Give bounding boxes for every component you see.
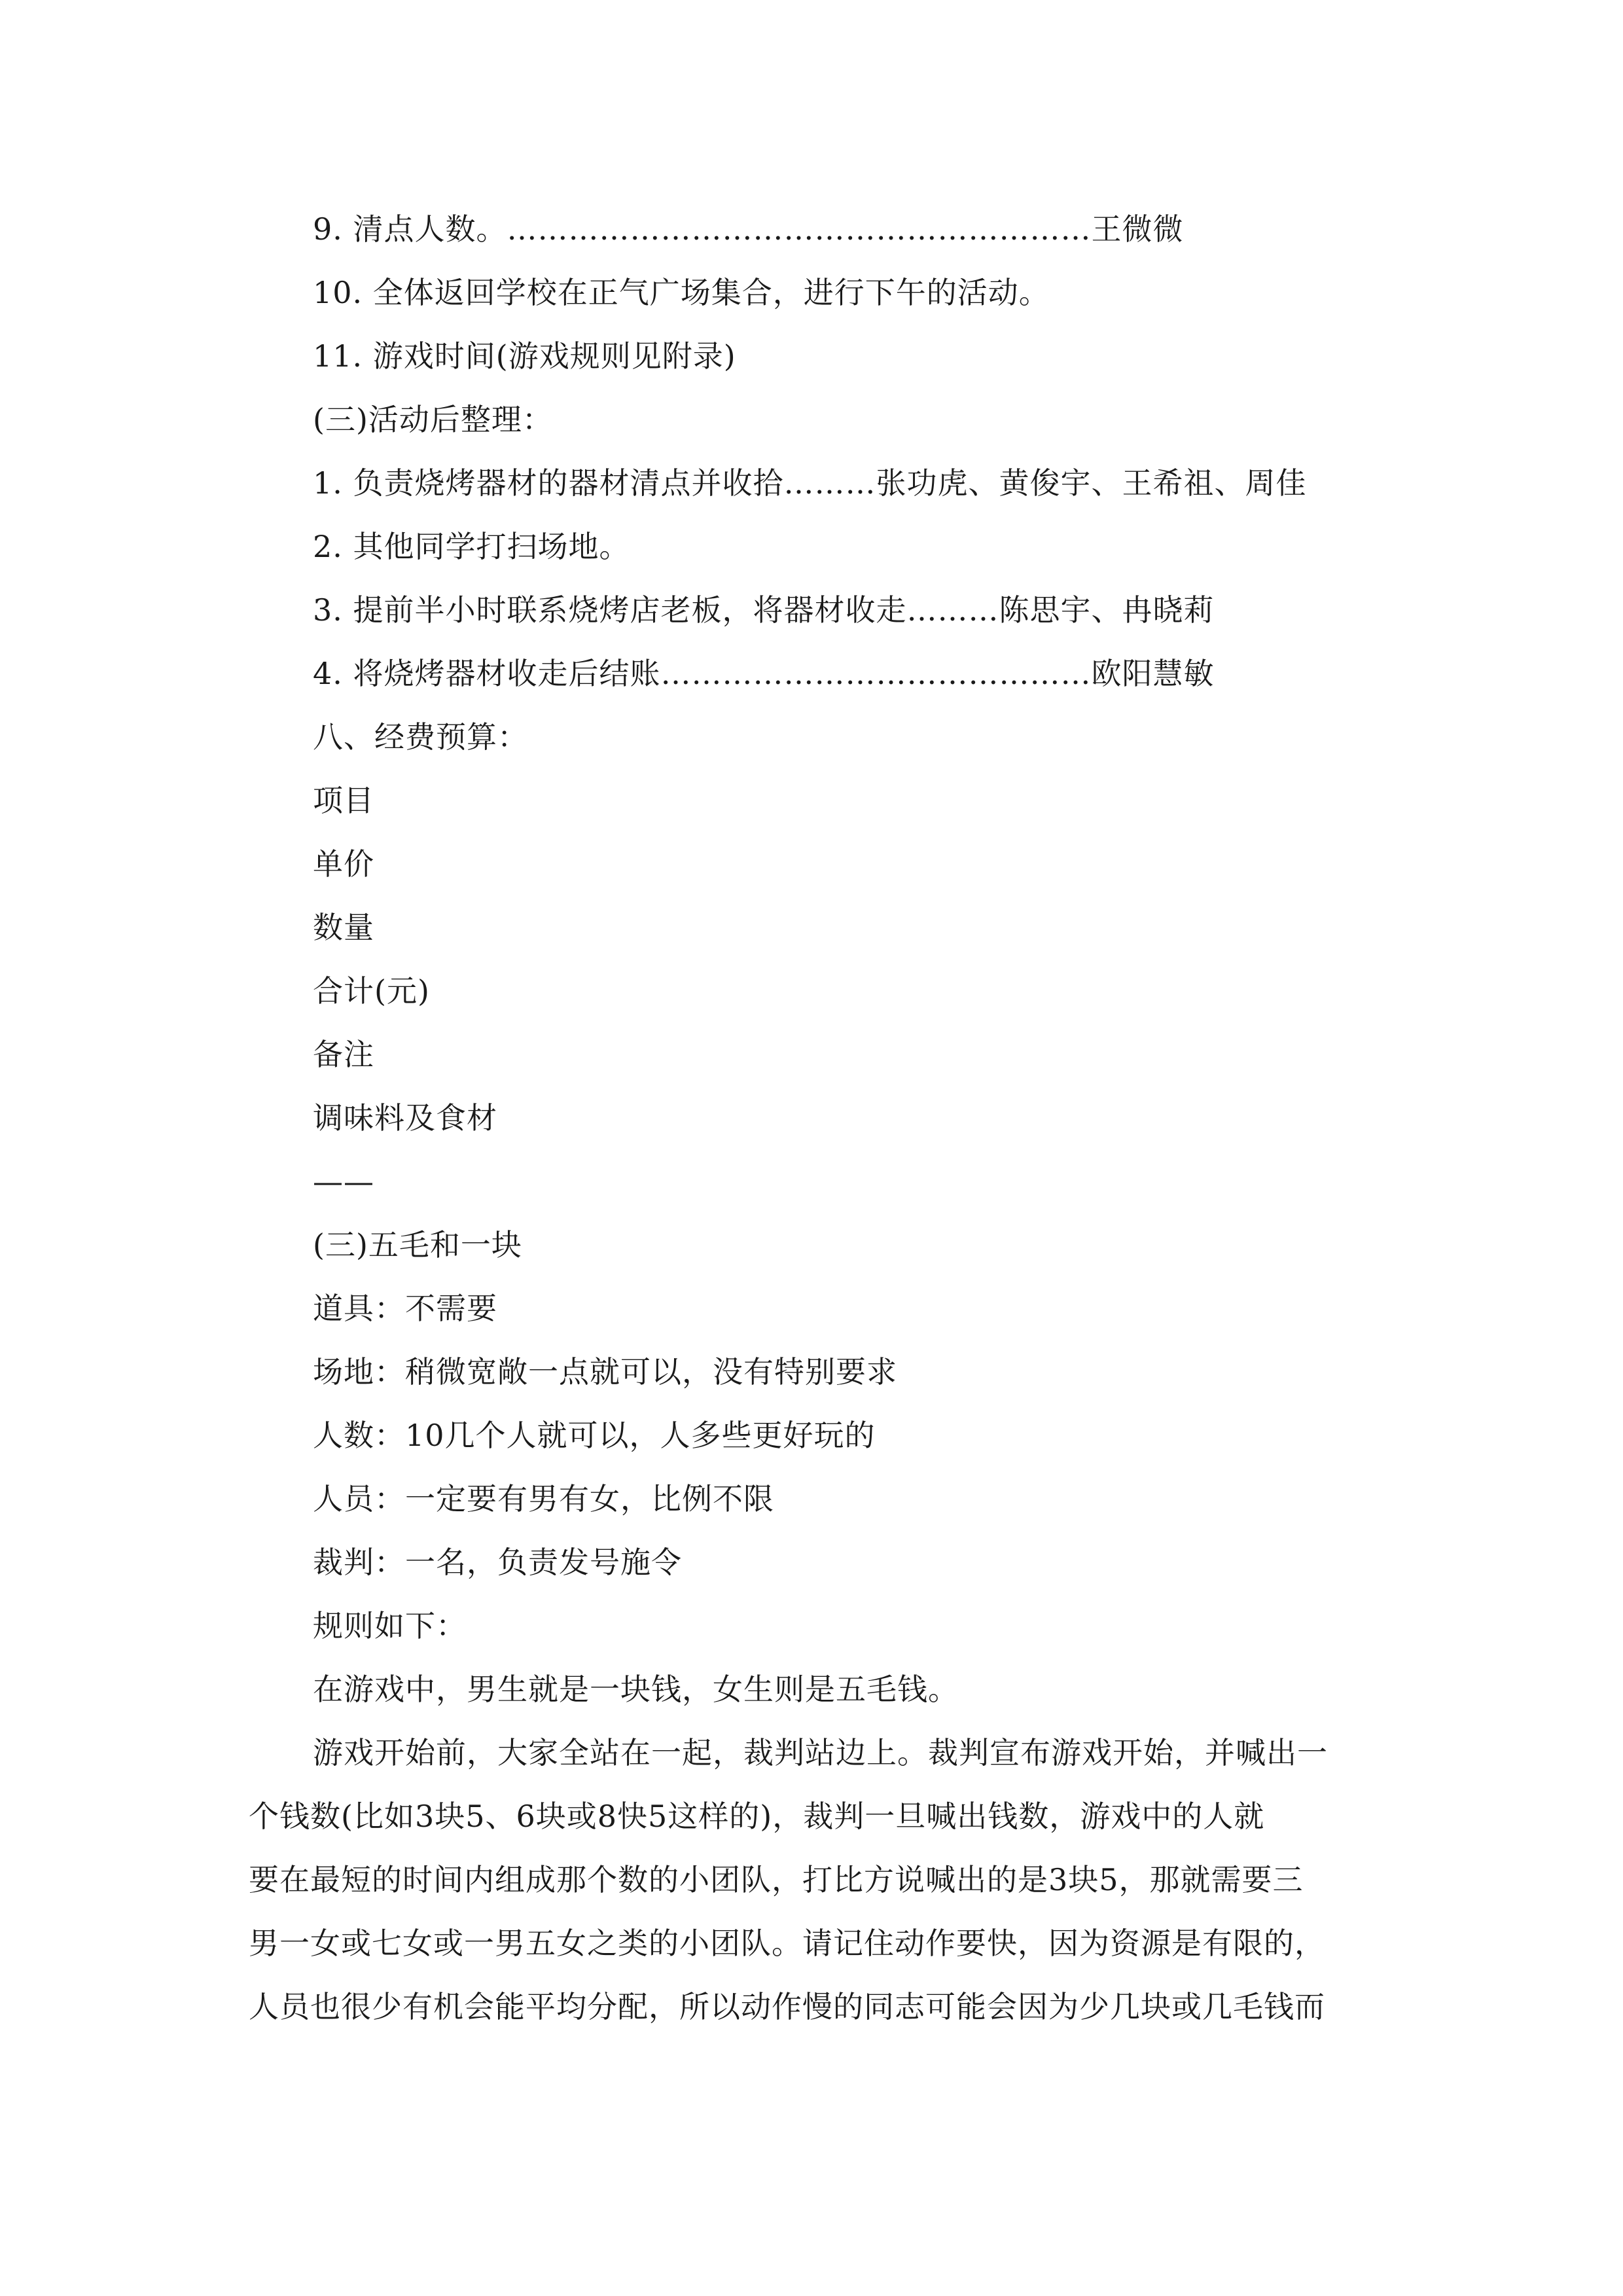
text-line: 备注 — [313, 1037, 374, 1072]
text-line: 调味料及食材 — [313, 1100, 497, 1136]
text-line: 2. 其他同学打扫场地。 — [313, 529, 630, 564]
text-line: 男一女或七女或一男五女之类的小团队。请记住动作要快，因为资源是有限的， — [249, 1926, 1325, 1961]
text-line: 在游戏中，男生就是一块钱，女生则是五毛钱。 — [313, 1672, 959, 1707]
section-heading: 八、经费预算： — [313, 719, 528, 755]
text-line: 场地：稍微宽敞一点就可以，没有特别要求 — [313, 1354, 897, 1390]
text-line: 4. 将烧烤器材收走后结账……………………………………欧阳慧敏 — [313, 656, 1215, 691]
text-line: 人数：10几个人就可以，人多些更好玩的 — [313, 1418, 876, 1453]
text-line: 数量 — [313, 910, 374, 945]
text-line: 道具：不需要 — [313, 1291, 497, 1326]
text-line: 3. 提前半小时联系烧烤店老板，将器材收走………陈思宇、冉晓莉 — [313, 592, 1215, 628]
text-line: 合计(元) — [313, 973, 430, 1009]
text-line: 项目 — [313, 783, 374, 818]
text-line: 人员：一定要有男有女，比例不限 — [313, 1481, 774, 1516]
text-line: 1. 负责烧烤器材的器材清点并收拾………张功虎、黄俊宇、王希祖、周佳 — [313, 465, 1307, 501]
section-heading: (三)五毛和一块 — [313, 1227, 522, 1263]
text-line: 10. 全体返回学校在正气广场集合，进行下午的活动。 — [313, 275, 1050, 310]
text-line: 9. 清点人数。…………………………………………………王微微 — [313, 211, 1184, 247]
text-line: 人员也很少有机会能平均分配，所以动作慢的同志可能会因为少几块或几毛钱而 — [249, 1989, 1325, 2024]
text-line: 单价 — [313, 846, 374, 882]
text-line: 裁判：一名，负责发号施令 — [313, 1545, 682, 1580]
text-line: 11. 游戏时间(游戏规则见附录) — [313, 338, 736, 374]
section-heading: (三)活动后整理： — [313, 402, 553, 437]
text-line: 个钱数(比如3块5、6块或8快5这样的)，裁判一旦喊出钱数，游戏中的人就 — [249, 1799, 1265, 1834]
text-line: 游戏开始前，大家全站在一起，裁判站边上。裁判宣布游戏开始，并喊出一 — [313, 1735, 1328, 1770]
text-line: 规则如下： — [313, 1608, 467, 1643]
text-line: 要在最短的时间内组成那个数的小团队，打比方说喊出的是3块5，那就需要三 — [249, 1862, 1304, 1897]
text-line: —— — [313, 1164, 374, 1199]
